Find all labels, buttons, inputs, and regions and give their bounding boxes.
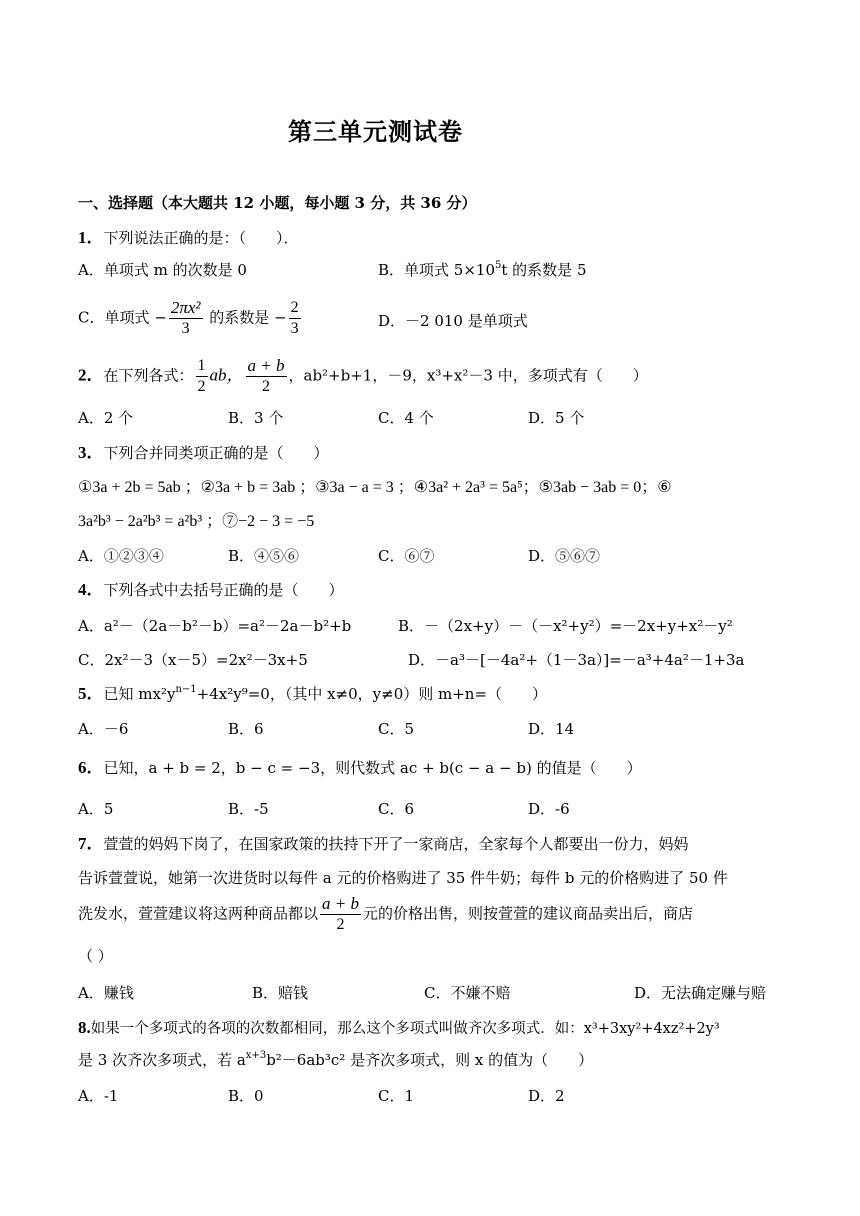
q3-option-a[interactable]: A．①②③④ [78, 547, 164, 565]
question-8-line-1: 8.如果一个多项式的各项的次数都相同，那么这个多项式叫做齐次多项式．如：x³+3xy²+4xz²+2y³ [78, 1018, 720, 1037]
question-7-line-3: 洗发水，萱萱建议将这两种商品都以 $\frac{a + b}{2}$ 元的价格出售，则按萱萱的建议商品卖出后，商店 [78, 894, 694, 933]
question-7-line-2: 告诉萱萱说，她第一次进货时以每件 a 元的价格购进了 35 件牛奶；每件 b 元的价格购进了 50 件 [78, 869, 728, 887]
q1-option-b[interactable]: B．单项式 $5\times 10^5t$ 的系数是 5 [378, 260, 587, 279]
section-heading: 一、选择题（本大题共 12 小题，每小题 3 分，共 36 分） [78, 194, 477, 212]
q2-option-c[interactable]: C．4 个 [378, 409, 434, 427]
q5-option-c[interactable]: C．5 [378, 720, 415, 738]
q6-option-c[interactable]: C．6 [378, 800, 415, 818]
q1-option-a[interactable]: A．单项式 m 的次数是 0 [78, 261, 247, 279]
fraction: $\frac{1}{2}$ [197, 357, 206, 395]
q7-option-c[interactable]: C．不嫌不赔 [424, 984, 511, 1002]
q6-option-b[interactable]: B．-5 [228, 800, 269, 818]
q6-option-a[interactable]: A．5 [78, 800, 114, 818]
q7-option-b[interactable]: B．赔钱 [252, 984, 309, 1002]
q8-option-c[interactable]: C．1 [378, 1087, 415, 1105]
q7-option-a[interactable]: A．赚钱 [78, 984, 134, 1002]
q5-option-d[interactable]: D．14 [528, 720, 575, 738]
q5-option-a[interactable]: A．－6 [78, 720, 129, 738]
question-6: 6．已知，a + b = 2，b − c = −3，则代数式 ac + b(c − a − b) 的值是（ ） [78, 758, 642, 777]
q1-option-c[interactable]: C．单项式 − $\frac{\text{2πx²}}{3}$ 的系数是 − $\frac{2}{3}$ [78, 298, 299, 337]
q3-option-c[interactable]: C．⑥⑦ [378, 547, 435, 565]
q6-option-d[interactable]: D．-6 [528, 800, 570, 818]
q8-option-b[interactable]: B．0 [228, 1087, 264, 1105]
fraction: $\frac{2}{3}$ [290, 299, 299, 337]
question-5: 5．已知 $mx^2y^{n-1}+4x^2y^9=0$，（其中 x≠0，y≠0）则 m+n=（ ） [78, 684, 548, 703]
q4-option-b[interactable]: B．－（2x+y）－（－x²+y²）=－2x+y+x²－y² [398, 617, 733, 635]
question-8-line-2: 是 3 次齐次多项式，若 $a^{x+3}b^2-6ab^3c^2$ 是齐次多项式，则 x 的值为（ ） [78, 1050, 594, 1069]
q8-option-d[interactable]: D．2 [528, 1087, 565, 1105]
q4-option-d[interactable]: D．－a³－[－4a²+（1－3a）]=－a³+4a²－1+3a [408, 651, 745, 669]
fraction: $\frac{a + b}{2}$ [247, 356, 285, 395]
fraction: $\frac{\text{2πx²}}{3}$ [170, 298, 201, 337]
question-4: 4．下列各式中去括号正确的是（ ） [78, 580, 344, 599]
question-number: 1． [78, 228, 104, 247]
question-7-line-1: 7．萱萱的妈妈下岗了，在国家政策的扶持下开了一家商店，全家每个人都要出一份力，妈妈 [78, 834, 689, 853]
q7-option-d[interactable]: D．无法确定赚与赔 [634, 984, 767, 1002]
q4-option-c[interactable]: C．2x²－3（x－5）=2x²－3x+5 [78, 651, 308, 669]
q8-option-a[interactable]: A．-1 [78, 1087, 119, 1105]
question-2: 2．在下列各式： $\frac{1}{2}$ ab， $\frac{a + b}{2}$ ，ab²+b+1，－9，x³+x²－3 中，多项式有（ ） [78, 356, 648, 395]
q4-option-a[interactable]: A．a²－（2a－b²－b）=a²－2a－b²+b [78, 617, 352, 635]
q3-option-b[interactable]: B．④⑤⑥ [228, 547, 300, 565]
fraction: $\frac{a + b}{2}$ [322, 894, 359, 933]
q3-items-line-2: 3a²b³ − 2a²b³ = a²b³ ；⑦−2 − 3 = −5 [78, 513, 315, 530]
q2-option-a[interactable]: A．2 个 [78, 409, 134, 427]
question-3: 3．下列合并同类项正确的是（ ） [78, 443, 329, 462]
question-stem: 下列说法正确的是：（ ）． [103, 229, 299, 247]
page-title: 第三单元测试卷 [288, 117, 463, 146]
q2-option-d[interactable]: D．5 个 [528, 409, 585, 427]
q3-items-line-1: ①3a + 2b = 5ab ；②3a + b = 3ab ；③3a − a = 3 ；④3a² + 2a³ = 5a⁵；⑤3ab − 3ab = 0；⑥ [78, 479, 672, 496]
q1-option-d[interactable]: D．－2 010 是单项式 [378, 312, 528, 330]
q5-option-b[interactable]: B．6 [228, 720, 264, 738]
question-7-line-4: （ ） [78, 947, 113, 965]
question-1 [78, 226, 299, 250]
q2-option-b[interactable]: B．3 个 [228, 409, 284, 427]
q3-option-d[interactable]: D．⑤⑥⑦ [528, 547, 601, 565]
